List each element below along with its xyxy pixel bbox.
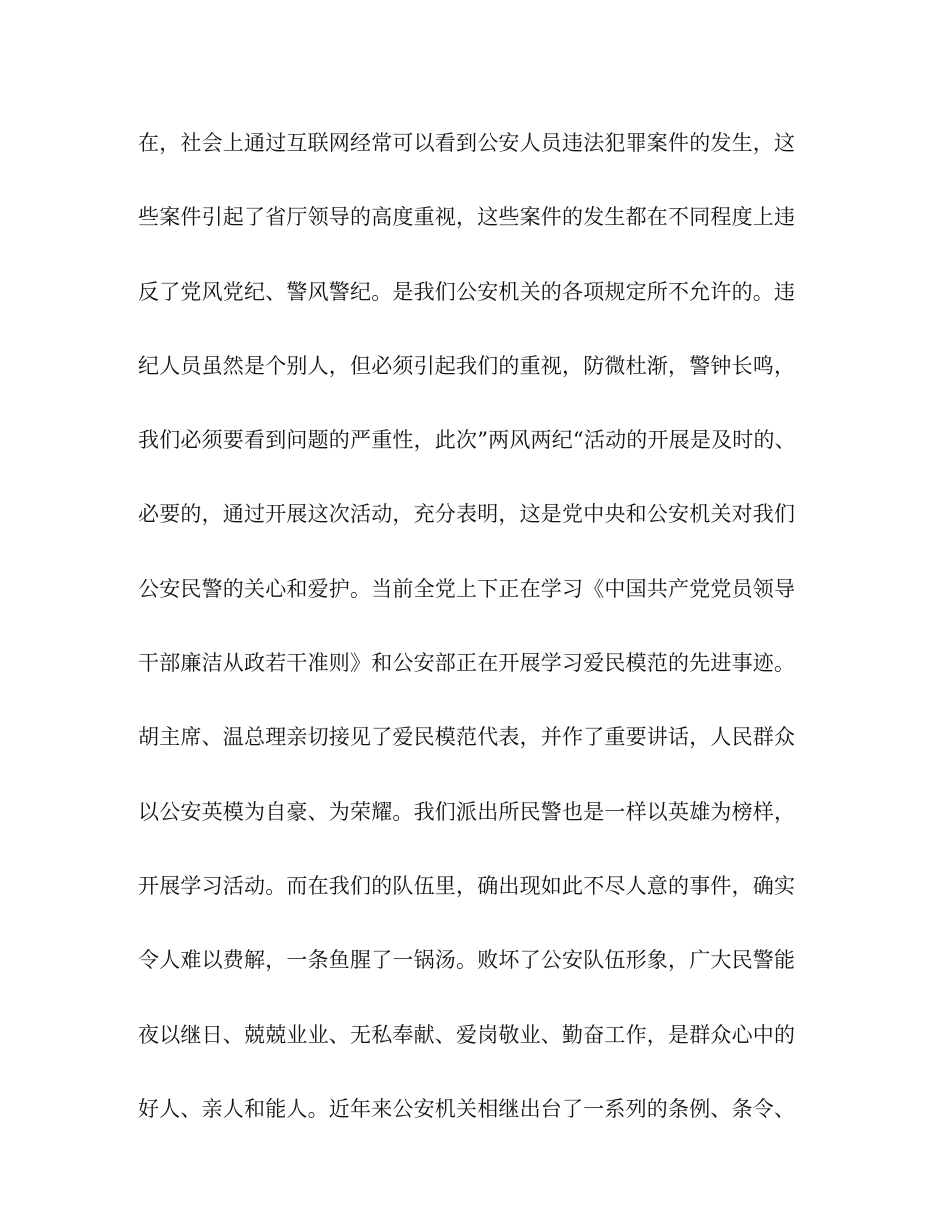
text-line: 以公安英模为自豪、为荣耀。我们派出所民警也是一样以英雄为榜样， bbox=[138, 799, 796, 824]
text-line: 些案件引起了省厅领导的高度重视，这些案件的发生都在不同程度上违 bbox=[138, 205, 796, 230]
text-line: 纪人员虽然是个别人，但必须引起我们的重视，防微杜渐，警钟长鸣， bbox=[138, 353, 796, 378]
document-body-text bbox=[138, 124, 818, 1164]
text-line: 公安民警的关心和爱护。当前全党上下正在学习《中国共产党党员领导 bbox=[138, 576, 796, 601]
text-line: 好人、亲人和能人。近年来公安机关相继出台了一系列的条例、条令、 bbox=[138, 1096, 796, 1121]
text-line: 干部廉洁从政若干准则》和公安部正在开展学习爱民模范的先进事迹。 bbox=[138, 651, 796, 676]
text-line: 我们必须要看到问题的严重性，此次”两风两纪“活动的开展是及时的、 bbox=[138, 428, 796, 453]
text-line: 夜以继日、兢兢业业、无私奉献、爱岗敬业、勤奋工作，是群众心中的 bbox=[138, 1022, 796, 1047]
text-line: 反了党风党纪、警风警纪。是我们公安机关的各项规定所不允许的。违 bbox=[138, 279, 796, 304]
text-line: 在，社会上通过互联网经常可以看到公安人员违法犯罪案件的发生，这 bbox=[138, 131, 796, 155]
text-line: 胡主席、温总理亲切接见了爱民模范代表，并作了重要讲话，人民群众 bbox=[138, 725, 796, 750]
text-line: 必要的，通过开展这次活动，充分表明，这是党中央和公安机关对我们 bbox=[138, 502, 796, 527]
text-line: 开展学习活动。而在我们的队伍里，确出现如此不尽人意的事件，确实 bbox=[138, 873, 796, 898]
text-line: 令人难以费解，一条鱼腥了一锅汤。败坏了公安队伍形象，广大民警能 bbox=[138, 948, 796, 973]
